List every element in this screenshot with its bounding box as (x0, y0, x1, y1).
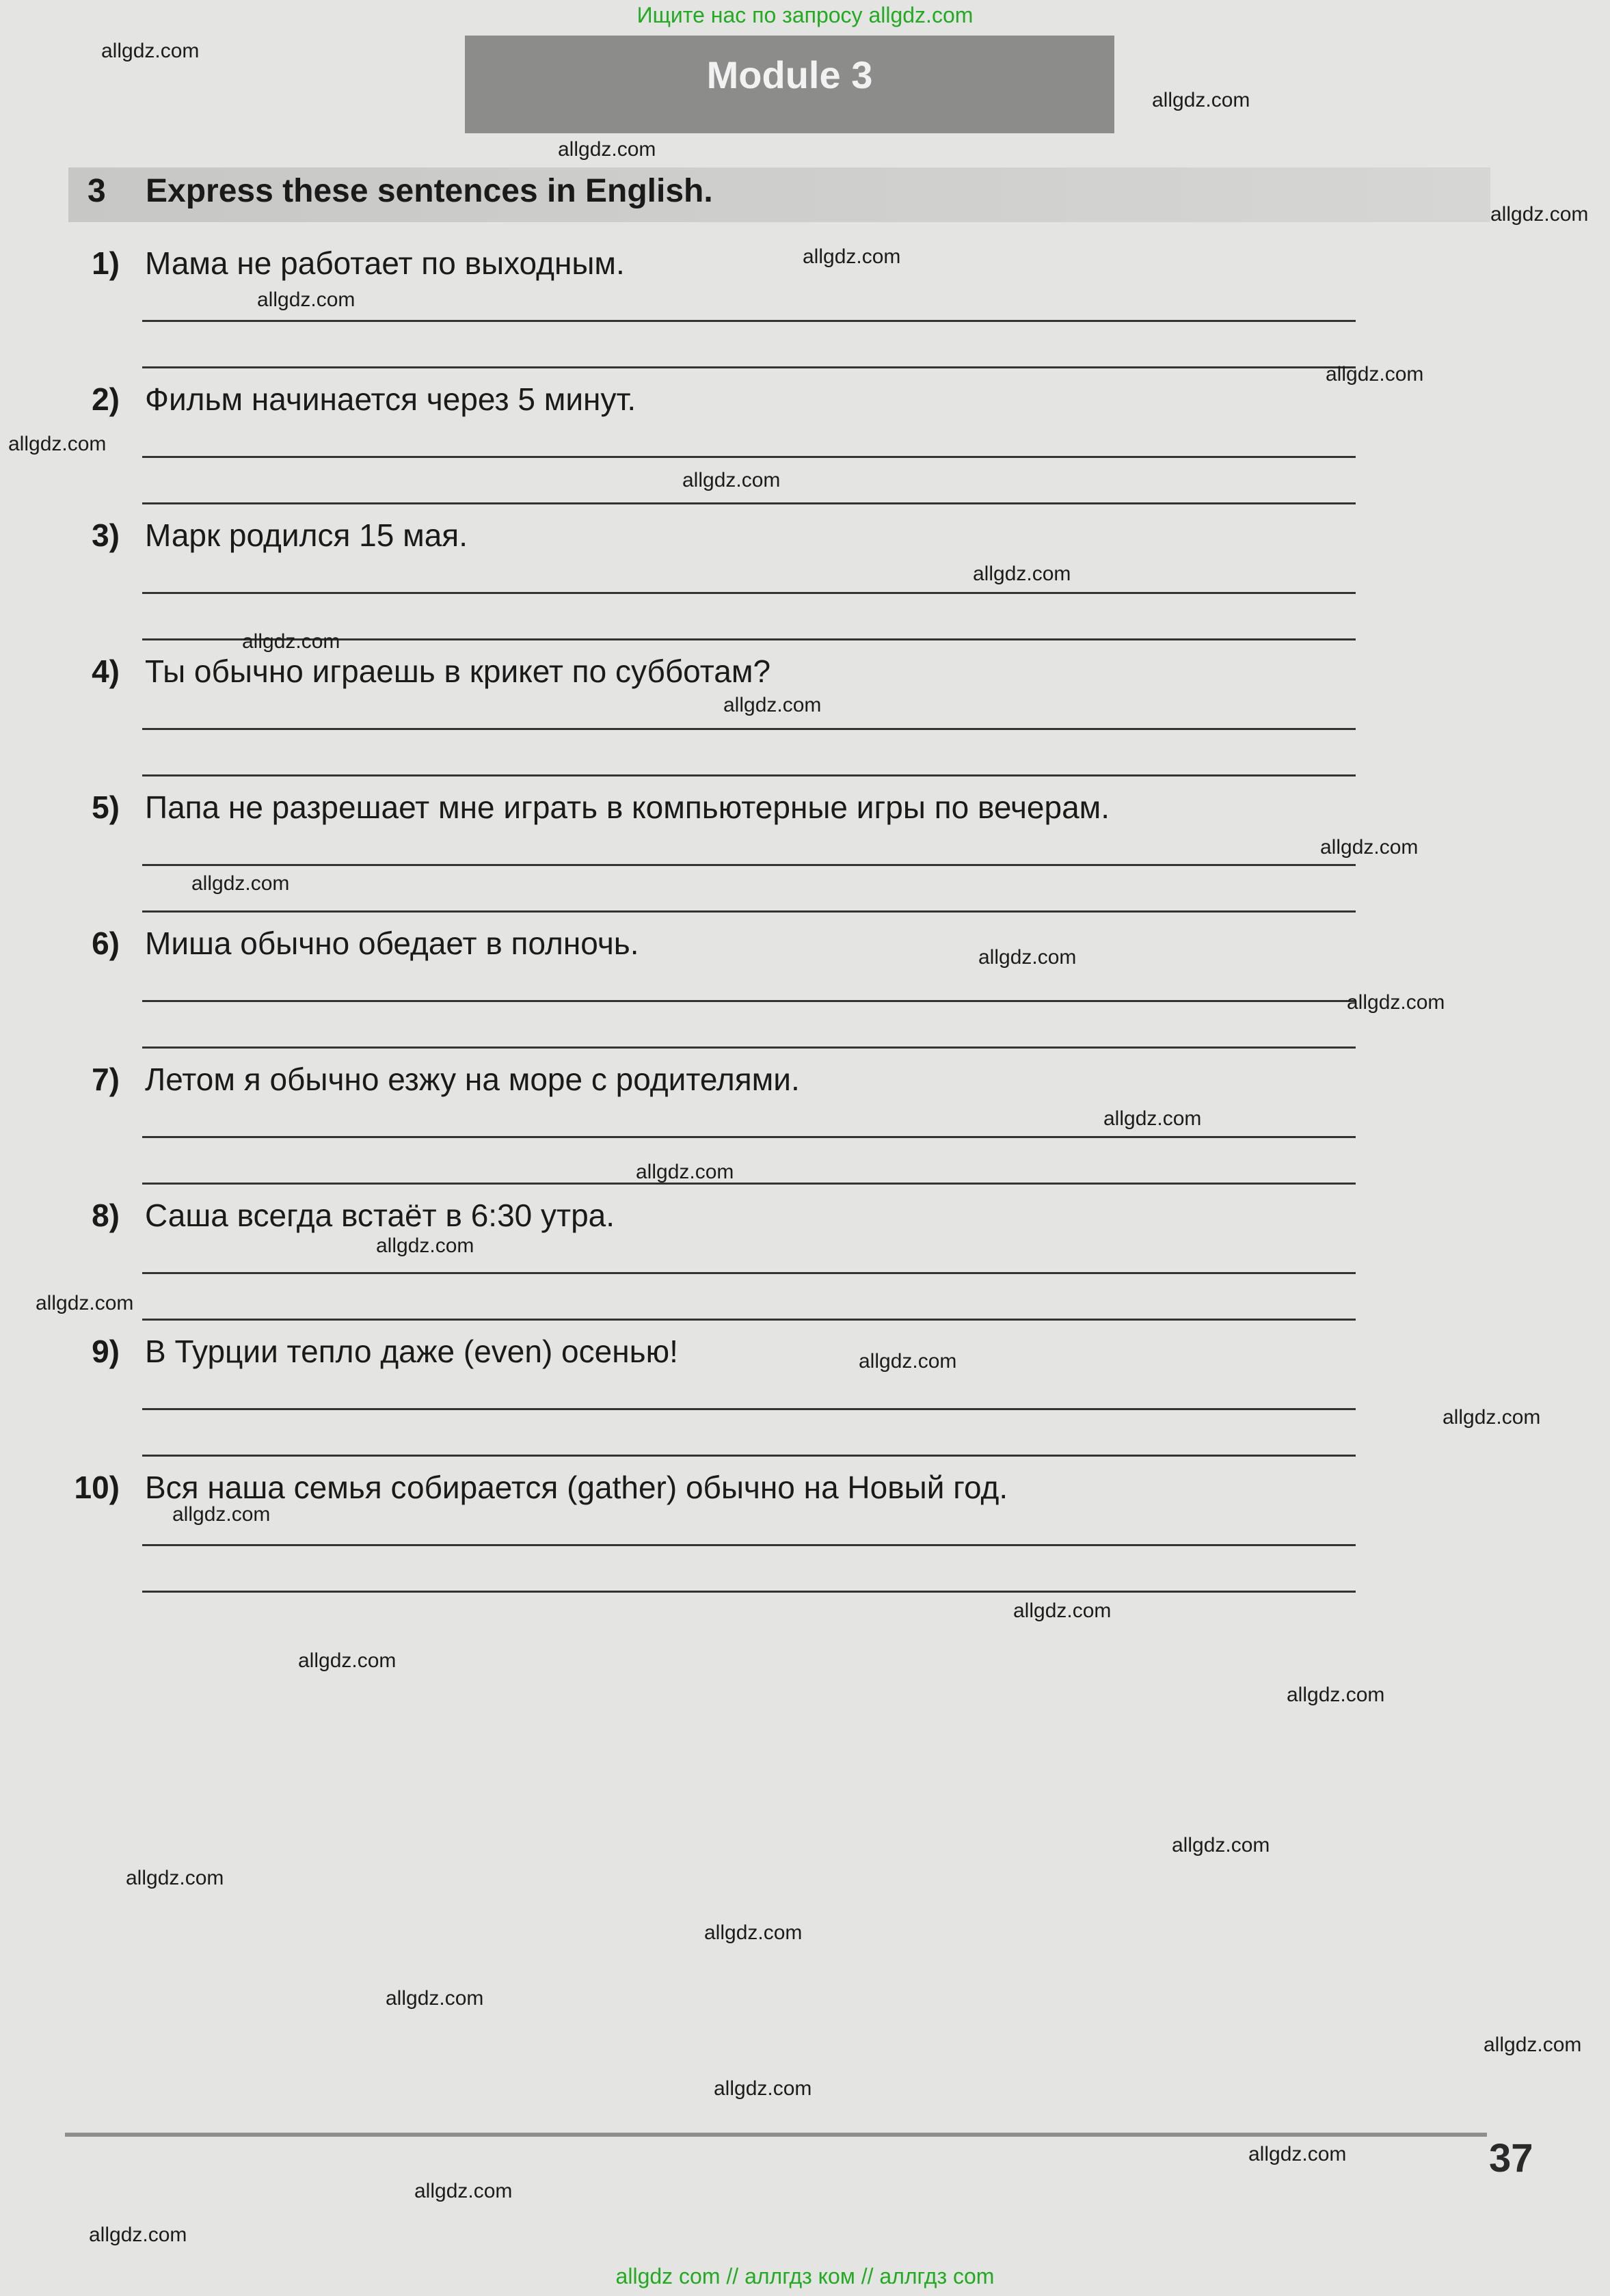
answer-line[interactable] (142, 1000, 1356, 1002)
answer-line[interactable] (142, 366, 1356, 368)
page-number: 37 (1489, 2136, 1533, 2180)
item-number: 8) (92, 1198, 120, 1233)
item-number: 10) (74, 1470, 120, 1505)
item-text: Летом я обычно езжу на море с родителями. (145, 1062, 800, 1097)
watermark: allgdz.com (723, 694, 822, 716)
item-text: Папа не разрешает мне играть в компьютерные игры по вечерам. (145, 789, 1110, 825)
item-number: 6) (92, 926, 120, 961)
watermark: allgdz.com (1103, 1107, 1202, 1130)
watermark: allgdz.com (126, 1867, 224, 1889)
watermark: allgdz.com (859, 1350, 957, 1373)
exercise-item (0, 1333, 1610, 1470)
item-text: Саша всегда встаёт в 6:30 утра. (145, 1198, 615, 1233)
watermark: allgdz.com (414, 2180, 513, 2202)
watermark: allgdz.com (386, 1987, 484, 2010)
item-number: 2) (92, 381, 120, 417)
answer-line[interactable] (142, 1183, 1356, 1185)
answer-line[interactable] (142, 502, 1356, 504)
watermark: allgdz.com (973, 563, 1071, 585)
watermark: allgdz.com (803, 245, 901, 268)
answer-line[interactable] (142, 320, 1356, 322)
watermark: allgdz.com (1326, 363, 1424, 386)
watermark: allgdz.com (978, 946, 1077, 969)
item-text: Миша обычно обедает в полночь. (145, 926, 639, 961)
item-number: 7) (92, 1062, 120, 1097)
answer-line[interactable] (142, 1544, 1356, 1546)
watermark: allgdz.com (714, 2077, 812, 2100)
answer-line[interactable] (142, 1408, 1356, 1410)
item-text: Марк родился 15 мая. (145, 517, 468, 553)
footer-rule (65, 2133, 1487, 2137)
item-number: 5) (92, 789, 120, 825)
watermark: allgdz.com (636, 1161, 734, 1183)
item-number: 9) (92, 1334, 120, 1369)
watermark: allgdz.com (1287, 1684, 1385, 1706)
watermark: allgdz.com (558, 138, 656, 161)
answer-line[interactable] (142, 592, 1356, 594)
watermark: allgdz.com (101, 40, 200, 62)
answer-line[interactable] (142, 1319, 1356, 1321)
answer-line[interactable] (142, 1591, 1356, 1593)
exercise-item (0, 1061, 1610, 1198)
watermark: allgdz.com (191, 872, 290, 895)
watermark: allgdz.com (8, 433, 107, 455)
exercise-number: 3 (88, 173, 106, 209)
watermark: allgdz.com (89, 2224, 187, 2246)
item-text: Вся наша семья собирается (gather) обычно на Новый год. (145, 1470, 1008, 1505)
watermark: allgdz.com (257, 288, 355, 311)
watermark: allgdz.com (242, 630, 340, 653)
exercise-title: Express these sentences in English. (146, 173, 713, 209)
watermark: allgdz.com (376, 1234, 474, 1257)
bottom-banner[interactable]: allgdz com // аллгдз ком // аллгдз com (615, 2264, 995, 2288)
exercise-item (0, 653, 1610, 789)
item-text: Мама не работает по выходным. (145, 245, 625, 281)
watermark: allgdz.com (682, 469, 781, 491)
item-number: 1) (92, 245, 120, 281)
answer-line[interactable] (142, 1136, 1356, 1138)
watermark: allgdz.com (1490, 203, 1589, 226)
watermark: allgdz.com (36, 1292, 134, 1314)
watermark: allgdz.com (172, 1503, 271, 1526)
item-number: 4) (92, 653, 120, 689)
exercise-item (0, 1197, 1610, 1334)
module-header: Module 3 (465, 36, 1114, 133)
answer-line[interactable] (142, 728, 1356, 730)
exercise-item (0, 381, 1610, 517)
watermark: allgdz.com (1152, 89, 1250, 111)
watermark: allgdz.com (1013, 1599, 1112, 1622)
watermark: allgdz.com (1248, 2143, 1347, 2165)
item-number: 3) (92, 517, 120, 553)
answer-line[interactable] (142, 1455, 1356, 1457)
watermark: allgdz.com (298, 1649, 397, 1672)
item-text: В Турции тепло даже (even) осенью! (145, 1334, 678, 1369)
watermark: allgdz.com (704, 1921, 803, 1944)
exercise-item (0, 1469, 1610, 1606)
watermark: allgdz.com (1320, 836, 1419, 859)
watermark: allgdz.com (1443, 1406, 1541, 1429)
watermark: allgdz.com (1347, 991, 1445, 1014)
answer-line[interactable] (142, 1046, 1356, 1049)
answer-line[interactable] (142, 864, 1356, 866)
answer-line[interactable] (142, 456, 1356, 458)
watermark: allgdz.com (1172, 1834, 1270, 1856)
answer-line[interactable] (142, 910, 1356, 913)
top-banner[interactable]: Ищите нас по запросу allgdz.com (636, 3, 974, 27)
watermark: allgdz.com (1484, 2034, 1582, 2056)
item-text: Ты обычно играешь в крикет по субботам? (145, 653, 771, 689)
answer-line[interactable] (142, 774, 1356, 776)
item-text: Фильм начинается через 5 минут. (145, 381, 636, 417)
answer-line[interactable] (142, 1272, 1356, 1274)
